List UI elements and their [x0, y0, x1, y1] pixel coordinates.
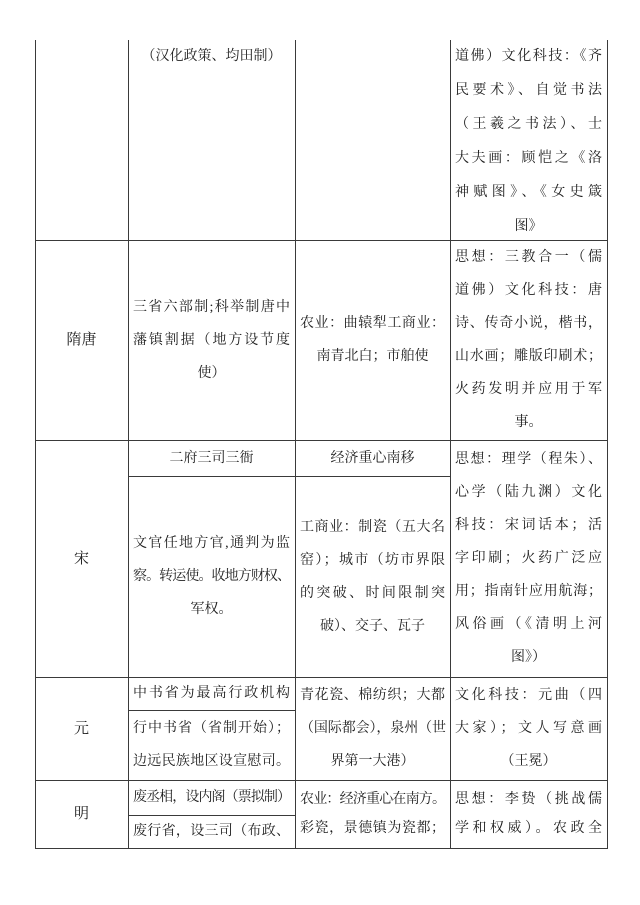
- text-line: 图》: [514, 219, 543, 234]
- text-line: 青花瓷、棉纺织；大都: [300, 688, 445, 703]
- text-line: （国际都会），泉州（世: [300, 721, 445, 736]
- text-line: 心学（陆九渊）文化: [455, 485, 602, 500]
- text-line: 思想：李贽（挑战儒: [455, 792, 602, 807]
- text-line: 废行省，设三司（布政、: [133, 824, 290, 839]
- text-line: 废丞相，设内阁（票拟制）: [133, 790, 290, 805]
- cell-culture: [450, 440, 607, 677]
- cell-economy: [295, 440, 450, 476]
- text-line: 道佛）文化科技：唐: [455, 283, 602, 298]
- cell-economy: [295, 677, 450, 780]
- text-line: （王羲之书法）、士: [455, 117, 602, 132]
- cell-culture: [450, 240, 607, 440]
- cell-dynasty: [35, 780, 128, 848]
- text-line: 神赋图》、《女史箴: [455, 185, 602, 200]
- text-line: 界第一大港）: [330, 754, 415, 769]
- cell-dynasty: [35, 440, 128, 677]
- text-line: 文化科技：元曲（四: [455, 688, 602, 703]
- text-line: 工商业：制瓷（五大名: [300, 519, 445, 535]
- text-line: 思想：三教合一（儒: [455, 250, 602, 265]
- text-line: 三省六部制;科举制唐中: [133, 299, 290, 315]
- dynasty-label: 隋唐: [66, 332, 97, 348]
- cell-politics: [128, 815, 295, 848]
- cell-politics: [128, 240, 295, 440]
- text-line: 山水画；雕版印刷术；: [455, 349, 602, 364]
- cell-dynasty: [35, 240, 128, 440]
- cell-culture: [450, 40, 607, 240]
- text-line: 农业：经济重心在南方。: [300, 792, 445, 807]
- text-line: 经济重心南移: [330, 450, 415, 466]
- cell-politics: [128, 677, 295, 710]
- text-line: 事。: [514, 415, 543, 430]
- text-line: （王冕）: [500, 754, 557, 769]
- text-line: 边远民族地区设宣慰司。: [133, 754, 290, 769]
- text-line: 用；指南针应用航海；: [455, 584, 602, 599]
- text-line: 军权。: [190, 602, 233, 617]
- dynasty-label: 宋: [73, 550, 89, 567]
- text-line: 风俗画（《清明上河: [455, 617, 602, 632]
- table-rule: [35, 848, 608, 849]
- cell-culture: [450, 780, 607, 848]
- cell-politics: [128, 710, 295, 780]
- text-line: 大家）；文人写意画: [455, 721, 602, 736]
- text-line: 农业：曲辕犁工商业：: [300, 316, 445, 331]
- cell-economy: [295, 240, 450, 440]
- text-line: 科技：宋词话本；活: [455, 518, 602, 533]
- cell-dynasty: [35, 677, 128, 780]
- text-line: 破）、交子、瓦子: [320, 618, 425, 634]
- text-line: 道佛）文化科技：《齐: [455, 49, 602, 64]
- text-line: 察。转运使。收地方财权、: [133, 569, 290, 584]
- text-line: 彩瓷，景德镇为瓷都；: [300, 821, 445, 836]
- text-line: 行中书省（省制开始）；: [133, 721, 290, 736]
- text-line: 诗、传奇小说，楷书，: [455, 316, 602, 331]
- cell-politics: [128, 40, 295, 240]
- cell-politics: [128, 780, 295, 815]
- text-line: 窑）；城市（坊市界限: [300, 552, 445, 568]
- text-line: 中书省为最高行政机构: [133, 686, 290, 701]
- text-line: 二府三司三衙: [169, 450, 254, 466]
- dynasty-label: 元: [73, 720, 89, 737]
- text-line: （汉化政策、均田制）: [141, 49, 282, 64]
- cell-politics: [128, 476, 295, 677]
- text-line: 使）: [197, 365, 226, 381]
- text-line: 的突破、时间限制突: [300, 585, 445, 601]
- text-line: 字印刷；火药广泛应: [455, 551, 602, 566]
- dynasty-label: 明: [73, 806, 89, 822]
- cell-politics: [128, 440, 295, 476]
- text-line: 学和权威）。农政全: [455, 821, 602, 836]
- text-line: 文官任地方官,通判为监: [133, 536, 290, 551]
- table-rule: [607, 40, 608, 849]
- text-line: 图》）: [511, 650, 546, 665]
- text-line: 火药发明并应用于军: [455, 382, 602, 397]
- cell-culture: [450, 677, 607, 780]
- cell-economy: [295, 780, 450, 848]
- text-line: 大夫画：顾恺之《洛: [455, 151, 602, 166]
- text-line: 藩镇割据（地方设节度: [133, 332, 290, 348]
- text-line: 思想：理学（程朱）、: [455, 452, 602, 467]
- cell-economy: [295, 476, 450, 677]
- text-line: 南青北白；市舶使: [316, 349, 429, 364]
- text-line: 民要术》、自觉书法: [455, 83, 602, 98]
